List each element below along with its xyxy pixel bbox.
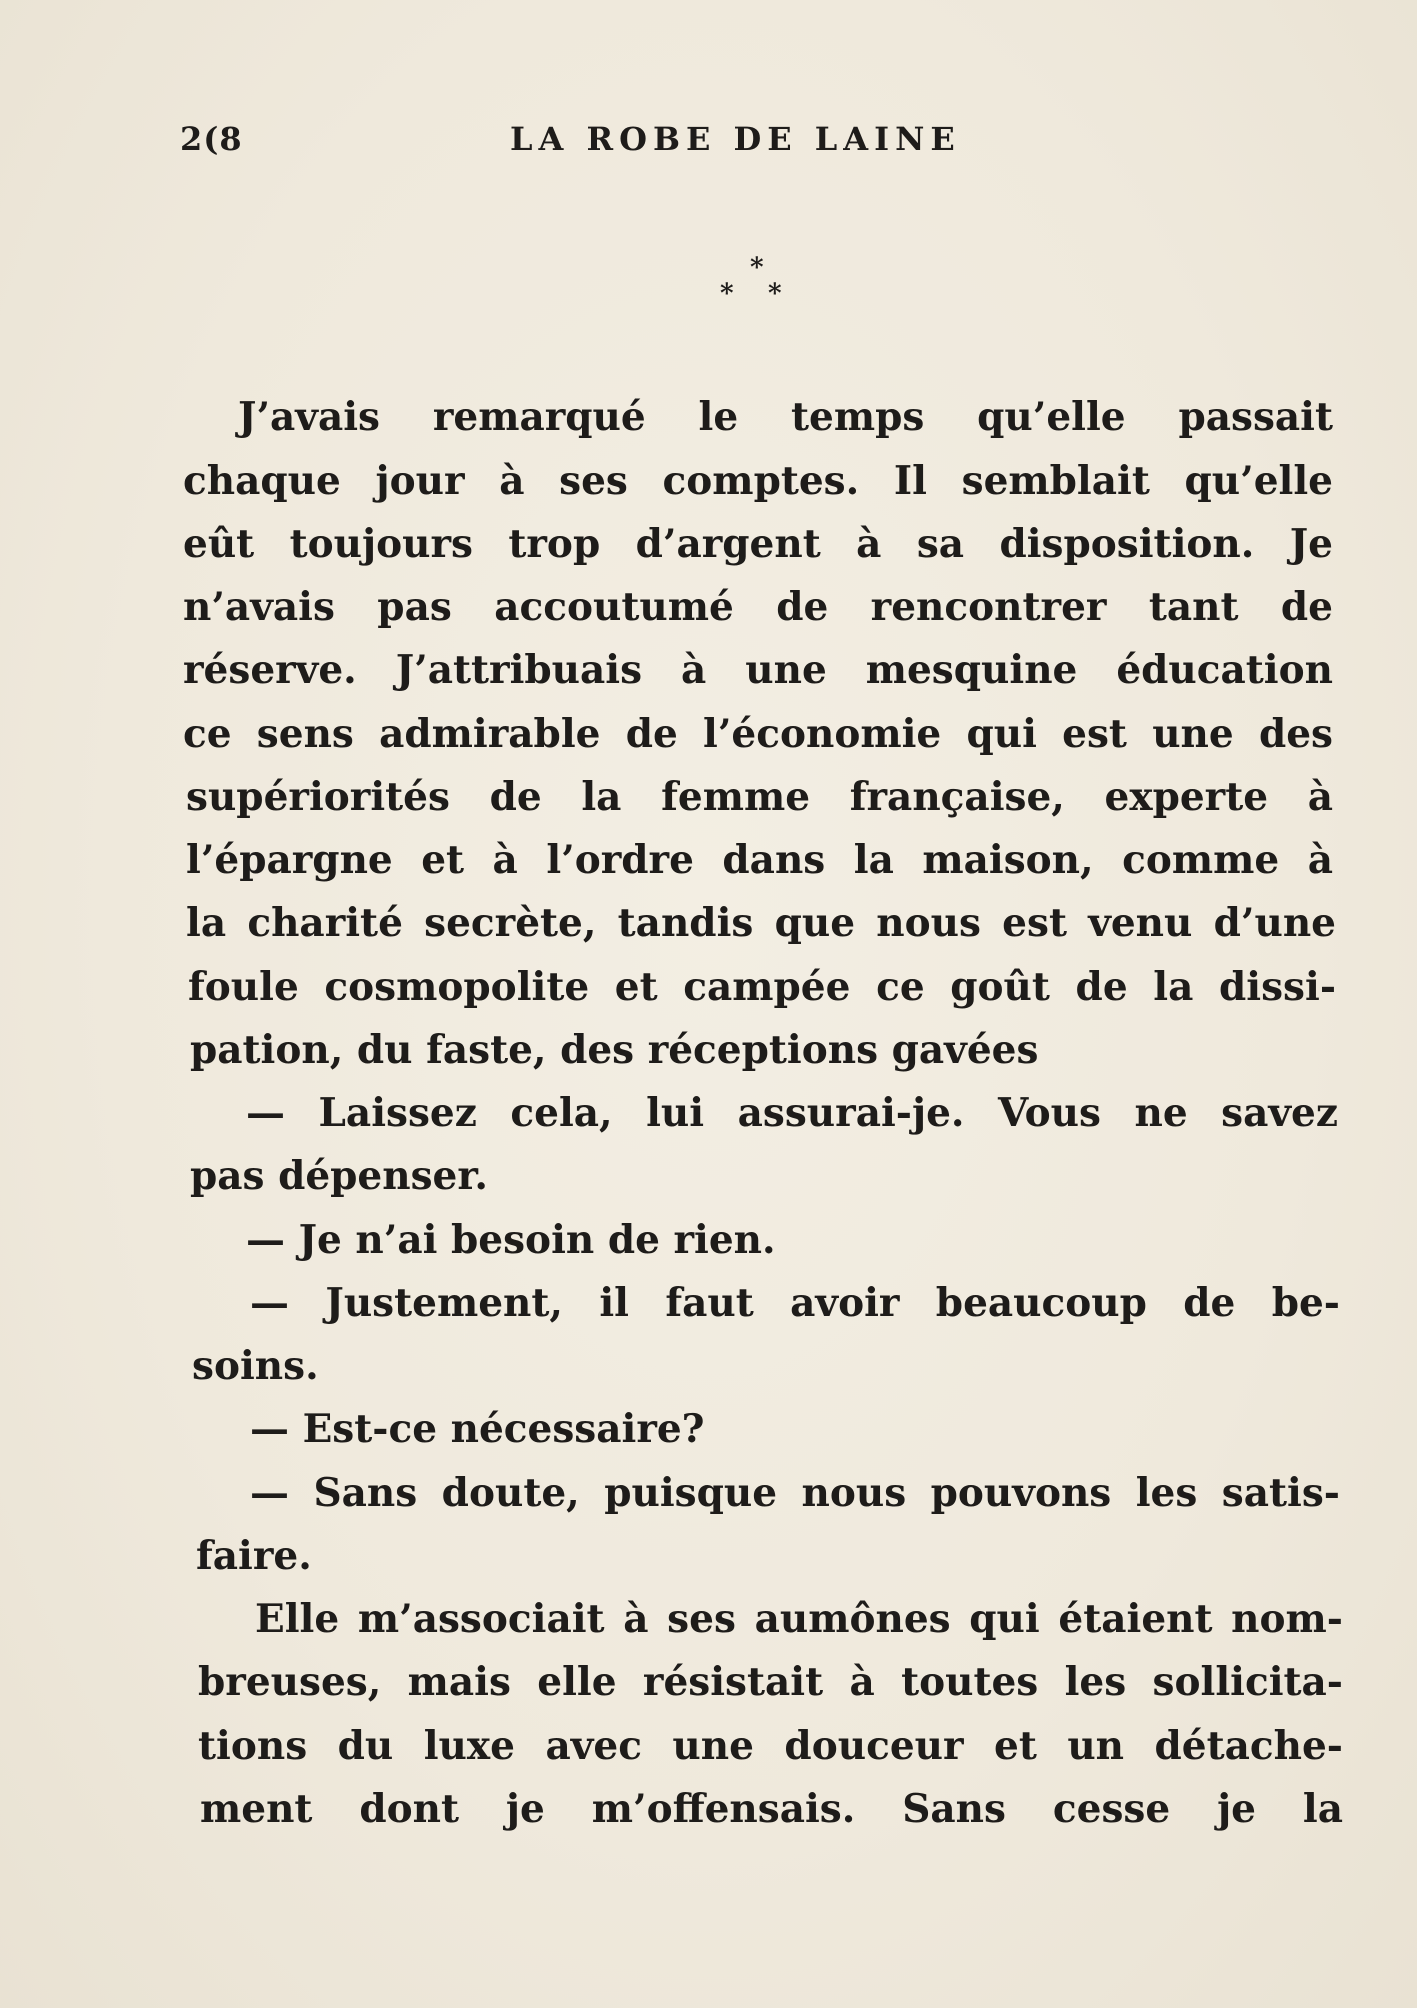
text-line: J’avais remarqué le temps qu’elle passait (238, 394, 1333, 440)
asterism-star-top: * (750, 253, 764, 283)
text-line: l’épargne et à l’ordre dans la maison, comme à (186, 837, 1333, 883)
section-break-asterism (700, 255, 800, 325)
text-line: la charité secrète, tandis que nous est venu d’une (186, 900, 1336, 946)
running-title: LA ROBE DE LAINE (510, 120, 961, 158)
text-line: soins. (192, 1343, 319, 1389)
text-line: ce sens admirable de l’économie qui est une des (183, 711, 1333, 757)
text-line: breuses, mais elle résistait à toutes les sollicita- (198, 1659, 1343, 1705)
text-line: — Sans doute, puisque nous pouvons les satis- (250, 1470, 1340, 1516)
text-line: ment dont je m’offensais. Sans cesse je la (200, 1786, 1343, 1832)
text-line: chaque jour à ses comptes. Il semblait qu’elle (183, 458, 1333, 504)
page-header (180, 108, 1010, 168)
text-line: — Laissez cela, lui assurai-je. Vous ne savez (246, 1090, 1338, 1136)
text-line: pas dépenser. (190, 1153, 488, 1199)
text-line: — Je n’ai besoin de rien. (246, 1217, 776, 1263)
text-line: pation, du faste, des réceptions gavées (190, 1027, 1039, 1073)
page-number: 2(8 (180, 120, 243, 158)
text-line: foule cosmopolite et campée ce goût de la dissi- (188, 964, 1336, 1010)
asterism-star-left: * (720, 279, 734, 309)
text-line: eût toujours trop d’argent à sa disposition. Je (183, 521, 1333, 567)
text-line: tions du luxe avec une douceur et un détache- (198, 1723, 1343, 1769)
text-line: — Est-ce nécessaire? (250, 1406, 705, 1452)
text-line: — Justement, il faut avoir beaucoup de be- (250, 1280, 1340, 1326)
text-line: Elle m’associait à ses aumônes qui étaient nom- (255, 1596, 1343, 1642)
text-line: faire. (196, 1533, 312, 1579)
asterism-star-right: * (768, 279, 782, 309)
text-line: réserve. J’attribuais à une mesquine éducation (183, 647, 1333, 693)
text-line: supériorités de la femme française, experte à (186, 774, 1333, 820)
text-line: n’avais pas accoutumé de rencontrer tant de (183, 584, 1333, 630)
